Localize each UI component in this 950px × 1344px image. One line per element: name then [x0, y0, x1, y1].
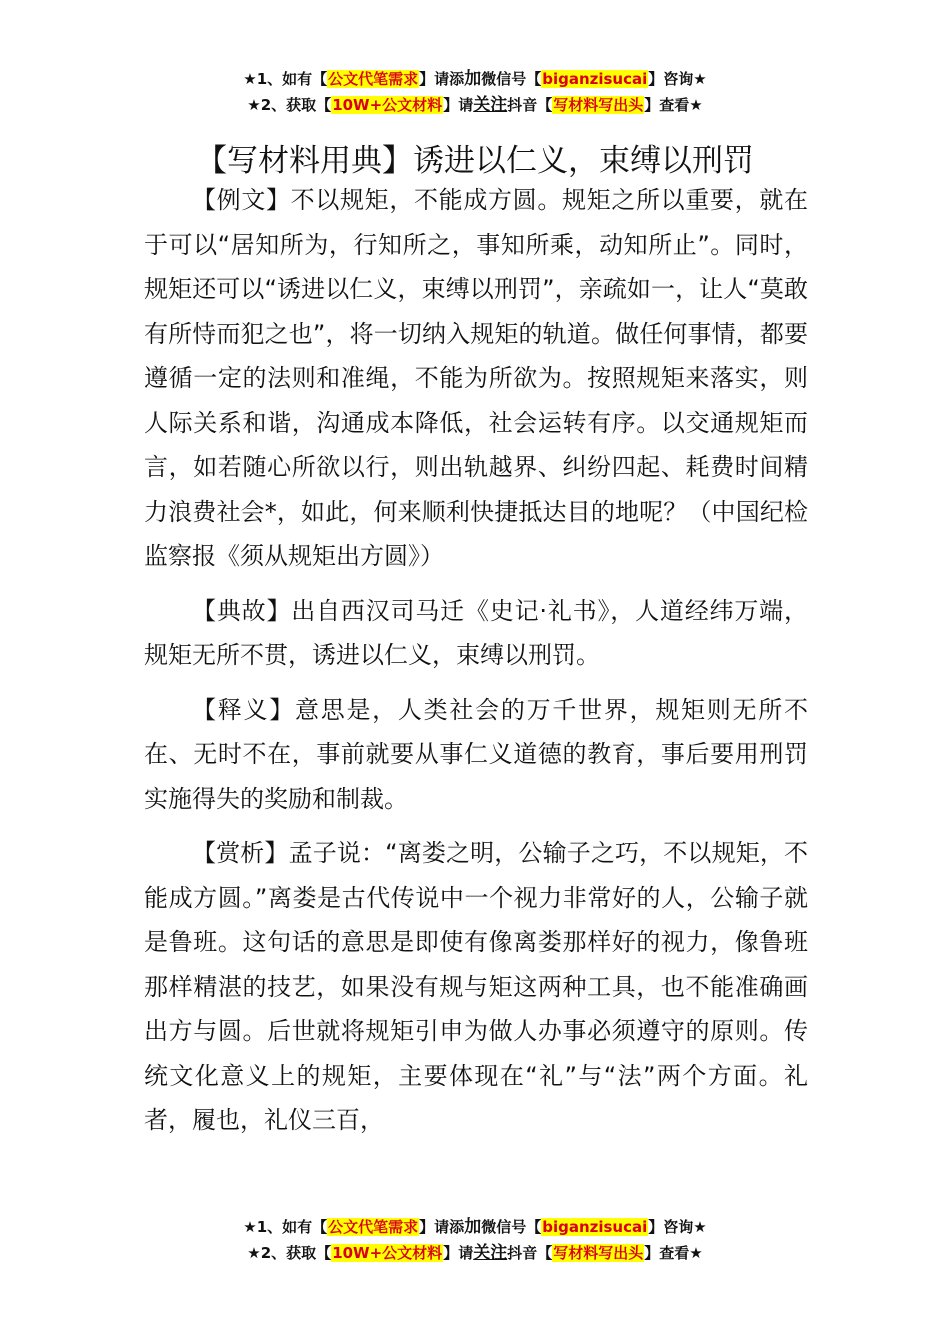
- section-tag: 【典故】: [192, 596, 292, 625]
- footer-banner: [0, 1214, 950, 1266]
- paragraph-text: 不以规矩，不能成方圆。规矩之所以重要，就在于可以“居知所为，行知所之，事知所乘，动知所止”。同时，规矩还可以“诱进以仁义，束缚以刑罚”，亲疏如一，让人“莫敢有所恃而犯之也”，将一切纳入规矩的轨道。做任何事情，都要遵循一定的法则和准绳，不能为所欲为。按照规矩来落实，则人际关系和谐，沟通成本降低，社会运转有序。以交通规矩而言，如若随心所欲以行，则出轨越界、纠纷四起、耗费时间精力浪费社会*，如此，何来顺利快捷抵达目的地呢？（中国纪检监察报《须从规矩出方圆》）: [144, 186, 809, 570]
- materials-highlight: 10W+公文材料: [332, 96, 443, 114]
- wechat-id-highlight: biganzisucai: [542, 1218, 648, 1236]
- section-tag: 【例文】: [192, 186, 291, 214]
- paragraph-appreciation: [144, 831, 808, 1143]
- douyin-account-highlight: 写材料写出头: [553, 96, 644, 114]
- header-banner: [0, 66, 950, 118]
- article-body: [144, 178, 808, 1153]
- paragraph-text: 意思是，人类社会的万千世界，规矩则无所不在、无时不在，事前就要从事仁义道德的教育，事后要用刑罚实施得失的奖励和制裁。: [144, 695, 809, 813]
- section-tag: 【释义】: [192, 695, 295, 724]
- wechat-id-highlight: biganzisucai: [542, 70, 648, 88]
- materials-highlight: 10W+公文材料: [332, 1244, 443, 1262]
- ghostwriting-highlight: 公文代笔需求: [328, 1218, 419, 1236]
- paragraph-text: 孟子说：“离娄之明，公输子之巧，不以规矩，不能成方圆。”离娄是古代传说中一个视力非常好的人，公输子就是鲁班。这句话的意思是即使有像离娄那样好的视力，像鲁班那样精湛的技艺，如果没有规与矩这两种工具，也不能准确画出方与圆。后世就将规矩引申为做人办事必须遵守的原则。传统文化意义上的规矩，主要体现在“礼”与“法”两个方面。礼者，履也，礼仪三百，: [144, 839, 809, 1134]
- banner-line-2: ★2、获取【10W+公文材料】请关注抖音【写材料写出头】查看★: [247, 95, 703, 115]
- page-title: 【写材料用典】诱进以仁义，束缚以刑罚: [196, 142, 754, 179]
- ghostwriting-highlight: 公文代笔需求: [328, 70, 419, 88]
- banner-line-1: ★1、如有【公文代笔需求】请添加微信号【biganzisucai】咨询★: [243, 1217, 707, 1237]
- section-tag: 【赏析】: [192, 839, 289, 867]
- paragraph-text: 出自西汉司马迁《史记·礼书》，人道经纬万端，规矩无所不贯，诱进以仁义，束缚以刑罚。: [144, 596, 808, 669]
- paragraph-example: [144, 178, 808, 579]
- banner-line-1: ★1、如有【公文代笔需求】请添加微信号【biganzisucai】咨询★: [243, 69, 707, 89]
- paragraph-allusion: [144, 589, 808, 678]
- douyin-account-highlight: 写材料写出头: [553, 1244, 644, 1262]
- paragraph-interpretation: [144, 688, 808, 822]
- banner-line-2: ★2、获取【10W+公文材料】请关注抖音【写材料写出头】查看★: [247, 1243, 703, 1263]
